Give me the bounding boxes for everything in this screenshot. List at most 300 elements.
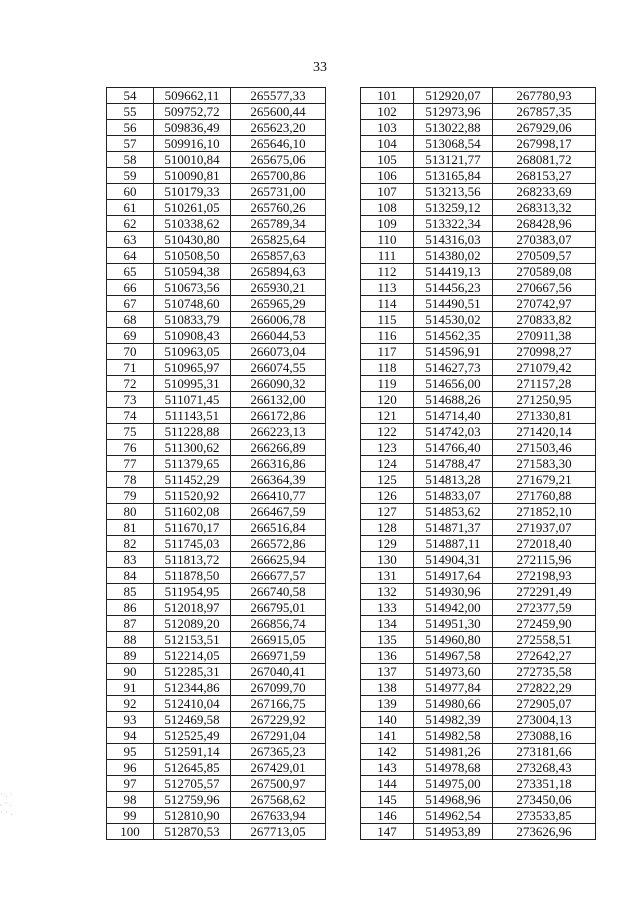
y-coordinate-cell: 272377,59 [493,600,596,616]
y-coordinate-cell: 266971,59 [231,648,326,664]
x-coordinate-cell: 510748,60 [154,296,231,312]
point-number-cell: 94 [107,728,154,744]
y-coordinate-cell: 272291,49 [493,584,596,600]
point-number-cell: 112 [361,264,414,280]
x-coordinate-cell: 512645,85 [154,760,231,776]
x-coordinate-cell: 511143,51 [154,408,231,424]
y-coordinate-cell: 271420,14 [493,424,596,440]
point-number-cell: 104 [361,136,414,152]
y-coordinate-cell: 266090,32 [231,376,326,392]
table-row [107,680,326,696]
y-coordinate-cell: 270509,57 [493,248,596,264]
y-coordinate-cell: 271503,46 [493,440,596,456]
point-number-cell: 141 [361,728,414,744]
table-row [107,408,326,424]
y-coordinate-cell: 267857,35 [493,104,596,120]
table-row [361,120,596,136]
table-row [361,520,596,536]
y-coordinate-cell: 272735,58 [493,664,596,680]
y-coordinate-cell: 267780,93 [493,88,596,104]
table-row [107,392,326,408]
y-coordinate-cell: 273450,06 [493,792,596,808]
table-row [107,552,326,568]
y-coordinate-cell: 265675,06 [231,152,326,168]
point-number-cell: 102 [361,104,414,120]
point-number-cell: 115 [361,312,414,328]
y-coordinate-cell: 271250,95 [493,392,596,408]
y-coordinate-cell: 272642,27 [493,648,596,664]
y-coordinate-cell: 268153,27 [493,168,596,184]
x-coordinate-cell: 513322,34 [414,216,493,232]
table-row [107,504,326,520]
point-number-cell: 135 [361,632,414,648]
table-row [107,616,326,632]
x-coordinate-cell: 511745,03 [154,536,231,552]
x-coordinate-cell: 509836,49 [154,120,231,136]
point-number-cell: 134 [361,616,414,632]
y-coordinate-cell: 267229,92 [231,712,326,728]
point-number-cell: 98 [107,792,154,808]
x-coordinate-cell: 511878,50 [154,568,231,584]
x-coordinate-cell: 512705,57 [154,776,231,792]
point-number-cell: 72 [107,376,154,392]
table-row [107,536,326,552]
x-coordinate-cell: 513213,56 [414,184,493,200]
y-coordinate-cell: 267929,06 [493,120,596,136]
table-row [107,376,326,392]
table-row [361,264,596,280]
point-number-cell: 90 [107,664,154,680]
point-number-cell: 144 [361,776,414,792]
x-coordinate-cell: 510995,31 [154,376,231,392]
x-coordinate-cell: 510179,33 [154,184,231,200]
table-row [107,328,326,344]
y-coordinate-cell: 265965,29 [231,296,326,312]
x-coordinate-cell: 509916,10 [154,136,231,152]
y-coordinate-cell: 266856,74 [231,616,326,632]
point-number-cell: 74 [107,408,154,424]
table-row [107,808,326,824]
x-coordinate-cell: 514982,39 [414,712,493,728]
table-row [107,584,326,600]
y-coordinate-cell: 267429,01 [231,760,326,776]
table-row [361,152,596,168]
table-row [107,248,326,264]
table-row [107,488,326,504]
point-number-cell: 99 [107,808,154,824]
point-number-cell: 67 [107,296,154,312]
table-row [361,792,596,808]
y-coordinate-cell: 266074,55 [231,360,326,376]
x-coordinate-cell: 514853,62 [414,504,493,520]
table-row [107,824,326,840]
point-number-cell: 59 [107,168,154,184]
table-row [361,456,596,472]
x-coordinate-cell: 514981,26 [414,744,493,760]
x-coordinate-cell: 514596,91 [414,344,493,360]
y-coordinate-cell: 267998,17 [493,136,596,152]
x-coordinate-cell: 511813,72 [154,552,231,568]
y-coordinate-cell: 267713,05 [231,824,326,840]
point-number-cell: 118 [361,360,414,376]
coordinates-table-left [106,87,326,840]
table-row [361,632,596,648]
y-coordinate-cell: 266132,00 [231,392,326,408]
x-coordinate-cell: 513259,12 [414,200,493,216]
y-coordinate-cell: 265930,21 [231,280,326,296]
point-number-cell: 81 [107,520,154,536]
table-row [107,632,326,648]
x-coordinate-cell: 514942,00 [414,600,493,616]
point-number-cell: 109 [361,216,414,232]
x-coordinate-cell: 514975,00 [414,776,493,792]
point-number-cell: 80 [107,504,154,520]
point-number-cell: 143 [361,760,414,776]
x-coordinate-cell: 514419,13 [414,264,493,280]
x-coordinate-cell: 512018,97 [154,600,231,616]
point-number-cell: 127 [361,504,414,520]
y-coordinate-cell: 265857,63 [231,248,326,264]
point-number-cell: 54 [107,88,154,104]
point-number-cell: 108 [361,200,414,216]
table-row [107,312,326,328]
table-row [361,600,596,616]
y-coordinate-cell: 266073,04 [231,344,326,360]
point-number-cell: 68 [107,312,154,328]
table-row [107,104,326,120]
y-coordinate-cell: 266006,78 [231,312,326,328]
table-row [361,680,596,696]
x-coordinate-cell: 513022,88 [414,120,493,136]
table-row [107,216,326,232]
point-number-cell: 89 [107,648,154,664]
point-number-cell: 130 [361,552,414,568]
table-row [361,760,596,776]
y-coordinate-cell: 273181,66 [493,744,596,760]
point-number-cell: 95 [107,744,154,760]
point-number-cell: 88 [107,632,154,648]
y-coordinate-cell: 271852,10 [493,504,596,520]
y-coordinate-cell: 266364,39 [231,472,326,488]
scan-margin-mark: · . · . · . · · . [0,790,13,817]
x-coordinate-cell: 510594,38 [154,264,231,280]
table-row [361,824,596,840]
x-coordinate-cell: 512469,58 [154,712,231,728]
x-coordinate-cell: 511602,08 [154,504,231,520]
y-coordinate-cell: 270589,08 [493,264,596,280]
table-row [361,728,596,744]
point-number-cell: 136 [361,648,414,664]
table-row [361,536,596,552]
x-coordinate-cell: 510261,05 [154,200,231,216]
point-number-cell: 85 [107,584,154,600]
point-number-cell: 100 [107,824,154,840]
table-row [361,168,596,184]
table-row [361,200,596,216]
table-row [107,88,326,104]
point-number-cell: 101 [361,88,414,104]
x-coordinate-cell: 514887,11 [414,536,493,552]
x-coordinate-cell: 512591,14 [154,744,231,760]
table-row [361,664,596,680]
point-number-cell: 140 [361,712,414,728]
point-number-cell: 65 [107,264,154,280]
coordinates-table-right-body [361,88,596,840]
table-row [107,232,326,248]
point-number-cell: 103 [361,120,414,136]
point-number-cell: 78 [107,472,154,488]
point-number-cell: 71 [107,360,154,376]
y-coordinate-cell: 265825,64 [231,232,326,248]
y-coordinate-cell: 266316,86 [231,456,326,472]
x-coordinate-cell: 512973,96 [414,104,493,120]
x-coordinate-cell: 509662,11 [154,88,231,104]
x-coordinate-cell: 514380,02 [414,248,493,264]
table-row [107,696,326,712]
point-number-cell: 147 [361,824,414,840]
y-coordinate-cell: 265789,34 [231,216,326,232]
table-row [361,440,596,456]
y-coordinate-cell: 266795,01 [231,600,326,616]
table-row [107,152,326,168]
x-coordinate-cell: 514688,26 [414,392,493,408]
point-number-cell: 139 [361,696,414,712]
table-row [361,712,596,728]
point-number-cell: 119 [361,376,414,392]
point-number-cell: 145 [361,792,414,808]
table-row [361,472,596,488]
x-coordinate-cell: 511300,62 [154,440,231,456]
y-coordinate-cell: 272459,90 [493,616,596,632]
point-number-cell: 107 [361,184,414,200]
table-row [107,744,326,760]
table-row [107,344,326,360]
x-coordinate-cell: 512920,07 [414,88,493,104]
y-coordinate-cell: 272115,96 [493,552,596,568]
point-number-cell: 84 [107,568,154,584]
table-row [107,264,326,280]
point-number-cell: 77 [107,456,154,472]
x-coordinate-cell: 514742,03 [414,424,493,440]
table-row [361,280,596,296]
point-number-cell: 87 [107,616,154,632]
point-number-cell: 58 [107,152,154,168]
x-coordinate-cell: 514562,35 [414,328,493,344]
y-coordinate-cell: 267365,23 [231,744,326,760]
x-coordinate-cell: 511228,88 [154,424,231,440]
x-coordinate-cell: 512525,49 [154,728,231,744]
x-coordinate-cell: 510673,56 [154,280,231,296]
point-number-cell: 114 [361,296,414,312]
table-row [107,520,326,536]
coordinates-table-right [360,87,596,840]
y-coordinate-cell: 266740,58 [231,584,326,600]
x-coordinate-cell: 514960,80 [414,632,493,648]
x-coordinate-cell: 514833,07 [414,488,493,504]
table-row [107,456,326,472]
table-row [361,216,596,232]
y-coordinate-cell: 268233,69 [493,184,596,200]
y-coordinate-cell: 273088,16 [493,728,596,744]
x-coordinate-cell: 510833,79 [154,312,231,328]
y-coordinate-cell: 271679,21 [493,472,596,488]
table-row [361,376,596,392]
table-row [361,248,596,264]
table-row [107,728,326,744]
point-number-cell: 83 [107,552,154,568]
y-coordinate-cell: 267099,70 [231,680,326,696]
y-coordinate-cell: 273626,96 [493,824,596,840]
coordinates-table-left-body [107,88,326,840]
x-coordinate-cell: 510090,81 [154,168,231,184]
y-coordinate-cell: 271937,07 [493,520,596,536]
table-row [361,88,596,104]
point-number-cell: 117 [361,344,414,360]
x-coordinate-cell: 514977,84 [414,680,493,696]
point-number-cell: 142 [361,744,414,760]
x-coordinate-cell: 514930,96 [414,584,493,600]
point-number-cell: 92 [107,696,154,712]
y-coordinate-cell: 267291,04 [231,728,326,744]
x-coordinate-cell: 514456,23 [414,280,493,296]
x-coordinate-cell: 513068,54 [414,136,493,152]
table-row [361,360,596,376]
y-coordinate-cell: 270667,56 [493,280,596,296]
y-coordinate-cell: 266223,13 [231,424,326,440]
y-coordinate-cell: 266915,05 [231,632,326,648]
y-coordinate-cell: 270742,97 [493,296,596,312]
page-number: 33 [313,60,327,75]
table-row [107,568,326,584]
x-coordinate-cell: 512153,51 [154,632,231,648]
y-coordinate-cell: 265577,33 [231,88,326,104]
table-row [361,104,596,120]
point-number-cell: 131 [361,568,414,584]
point-number-cell: 76 [107,440,154,456]
y-coordinate-cell: 270383,07 [493,232,596,248]
y-coordinate-cell: 266044,53 [231,328,326,344]
x-coordinate-cell: 514904,31 [414,552,493,568]
point-number-cell: 110 [361,232,414,248]
y-coordinate-cell: 266677,57 [231,568,326,584]
point-number-cell: 121 [361,408,414,424]
table-row [107,664,326,680]
x-coordinate-cell: 510338,62 [154,216,231,232]
y-coordinate-cell: 266410,77 [231,488,326,504]
y-coordinate-cell: 266467,59 [231,504,326,520]
point-number-cell: 61 [107,200,154,216]
table-row [107,712,326,728]
y-coordinate-cell: 270833,82 [493,312,596,328]
table-row [361,744,596,760]
x-coordinate-cell: 514627,73 [414,360,493,376]
x-coordinate-cell: 510010,84 [154,152,231,168]
table-row [361,616,596,632]
y-coordinate-cell: 265731,00 [231,184,326,200]
x-coordinate-cell: 510965,97 [154,360,231,376]
y-coordinate-cell: 270911,38 [493,328,596,344]
point-number-cell: 120 [361,392,414,408]
point-number-cell: 113 [361,280,414,296]
point-number-cell: 62 [107,216,154,232]
y-coordinate-cell: 273268,43 [493,760,596,776]
x-coordinate-cell: 510963,05 [154,344,231,360]
x-coordinate-cell: 514967,58 [414,648,493,664]
y-coordinate-cell: 272558,51 [493,632,596,648]
y-coordinate-cell: 271157,28 [493,376,596,392]
table-row [361,136,596,152]
x-coordinate-cell: 510508,50 [154,248,231,264]
y-coordinate-cell: 273004,13 [493,712,596,728]
y-coordinate-cell: 265623,20 [231,120,326,136]
point-number-cell: 82 [107,536,154,552]
y-coordinate-cell: 265894,63 [231,264,326,280]
table-row [361,552,596,568]
x-coordinate-cell: 514788,47 [414,456,493,472]
table-row [107,776,326,792]
x-coordinate-cell: 512410,04 [154,696,231,712]
point-number-cell: 64 [107,248,154,264]
table-row [107,440,326,456]
y-coordinate-cell: 271330,81 [493,408,596,424]
y-coordinate-cell: 272822,29 [493,680,596,696]
y-coordinate-cell: 266172,86 [231,408,326,424]
x-coordinate-cell: 511520,92 [154,488,231,504]
x-coordinate-cell: 514766,40 [414,440,493,456]
table-row [361,584,596,600]
y-coordinate-cell: 272018,40 [493,536,596,552]
point-number-cell: 106 [361,168,414,184]
x-coordinate-cell: 510908,43 [154,328,231,344]
table-row [361,344,596,360]
y-coordinate-cell: 271760,88 [493,488,596,504]
y-coordinate-cell: 266625,94 [231,552,326,568]
point-number-cell: 73 [107,392,154,408]
y-coordinate-cell: 271079,42 [493,360,596,376]
table-row [361,504,596,520]
y-coordinate-cell: 267633,94 [231,808,326,824]
point-number-cell: 96 [107,760,154,776]
y-coordinate-cell: 270998,27 [493,344,596,360]
point-number-cell: 128 [361,520,414,536]
x-coordinate-cell: 514530,02 [414,312,493,328]
point-number-cell: 57 [107,136,154,152]
x-coordinate-cell: 513121,77 [414,152,493,168]
y-coordinate-cell: 267568,62 [231,792,326,808]
x-coordinate-cell: 514953,89 [414,824,493,840]
y-coordinate-cell: 265760,26 [231,200,326,216]
point-number-cell: 79 [107,488,154,504]
point-number-cell: 105 [361,152,414,168]
x-coordinate-cell: 511379,65 [154,456,231,472]
point-number-cell: 138 [361,680,414,696]
table-row [107,472,326,488]
table-row [361,488,596,504]
x-coordinate-cell: 513165,84 [414,168,493,184]
y-coordinate-cell: 266516,84 [231,520,326,536]
y-coordinate-cell: 267500,97 [231,776,326,792]
y-coordinate-cell: 273533,85 [493,808,596,824]
table-row [361,568,596,584]
x-coordinate-cell: 514968,96 [414,792,493,808]
x-coordinate-cell: 514871,37 [414,520,493,536]
point-number-cell: 116 [361,328,414,344]
x-coordinate-cell: 514316,03 [414,232,493,248]
x-coordinate-cell: 514982,58 [414,728,493,744]
point-number-cell: 125 [361,472,414,488]
point-number-cell: 60 [107,184,154,200]
y-coordinate-cell: 266572,86 [231,536,326,552]
